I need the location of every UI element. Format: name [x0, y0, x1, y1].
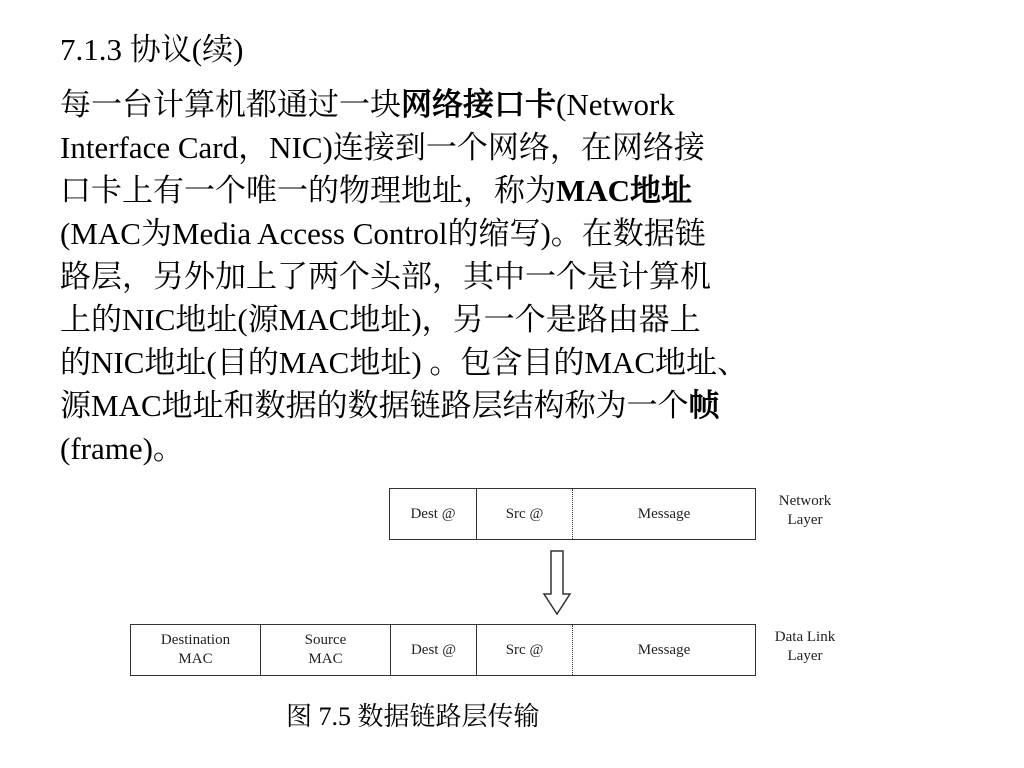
text-run: Interface Card，NIC)连接到一个网络，在网络接	[60, 130, 705, 165]
text-run: 路层，另外加上了两个头部，其中一个是计算机	[60, 259, 711, 294]
datalink-cell-destination-mac: Destination MAC	[160, 632, 231, 667]
datalink-cell-src: Src @	[476, 625, 572, 675]
datalink-cell-source-mac: Source MAC	[260, 625, 390, 675]
network-layer-label: Network Layer	[778, 493, 832, 528]
text-run: (Network	[556, 87, 675, 122]
paragraph-line	[60, 83, 960, 126]
text-run: (MAC为Media Access Control的缩写)。在数据链	[60, 216, 706, 251]
network-cell-dest: Dest @	[410, 505, 456, 522]
text-run: 的NIC地址(目的MAC地址) 。包含目的MAC地址、	[60, 345, 749, 380]
text-run: 上的NIC地址(源MAC地址)，另一个是路由器上	[60, 302, 701, 337]
paragraph-line	[60, 126, 960, 169]
text-run: (frame)。	[60, 431, 184, 466]
down-arrow-icon	[542, 550, 572, 616]
datalink-cell-message: Message	[572, 625, 755, 675]
network-layer-frame	[389, 488, 756, 540]
paragraph-line	[60, 212, 960, 255]
paragraph-line	[60, 341, 960, 384]
body-paragraph	[60, 83, 960, 470]
network-cell-src: Src @	[476, 489, 572, 539]
text-run: 每一台计算机都通过一块	[60, 87, 401, 122]
datalink-cell-dest: Dest @	[390, 625, 476, 675]
datalink-layer-label: Data Link Layer	[774, 629, 836, 664]
bold-term: 帧	[688, 388, 720, 423]
paragraph-line	[60, 384, 960, 427]
network-cell-message: Message	[572, 489, 755, 539]
paragraph-line	[60, 427, 960, 470]
datalink-layer-frame	[130, 624, 756, 676]
bold-term: 网络接口卡	[401, 87, 556, 122]
paragraph-line	[60, 255, 960, 298]
bold-term: MAC地址	[556, 173, 693, 208]
paragraph-line	[60, 169, 960, 212]
text-run: 口卡上有一个唯一的物理地址，称为	[60, 173, 556, 208]
page-title: 7.1.3 协议(续)	[60, 32, 244, 67]
paragraph-line	[60, 298, 960, 341]
text-run: 源MAC地址和数据的数据链路层结构称为一个	[60, 388, 689, 423]
figure-caption: 图 7.5 数据链路层传输	[286, 702, 540, 731]
